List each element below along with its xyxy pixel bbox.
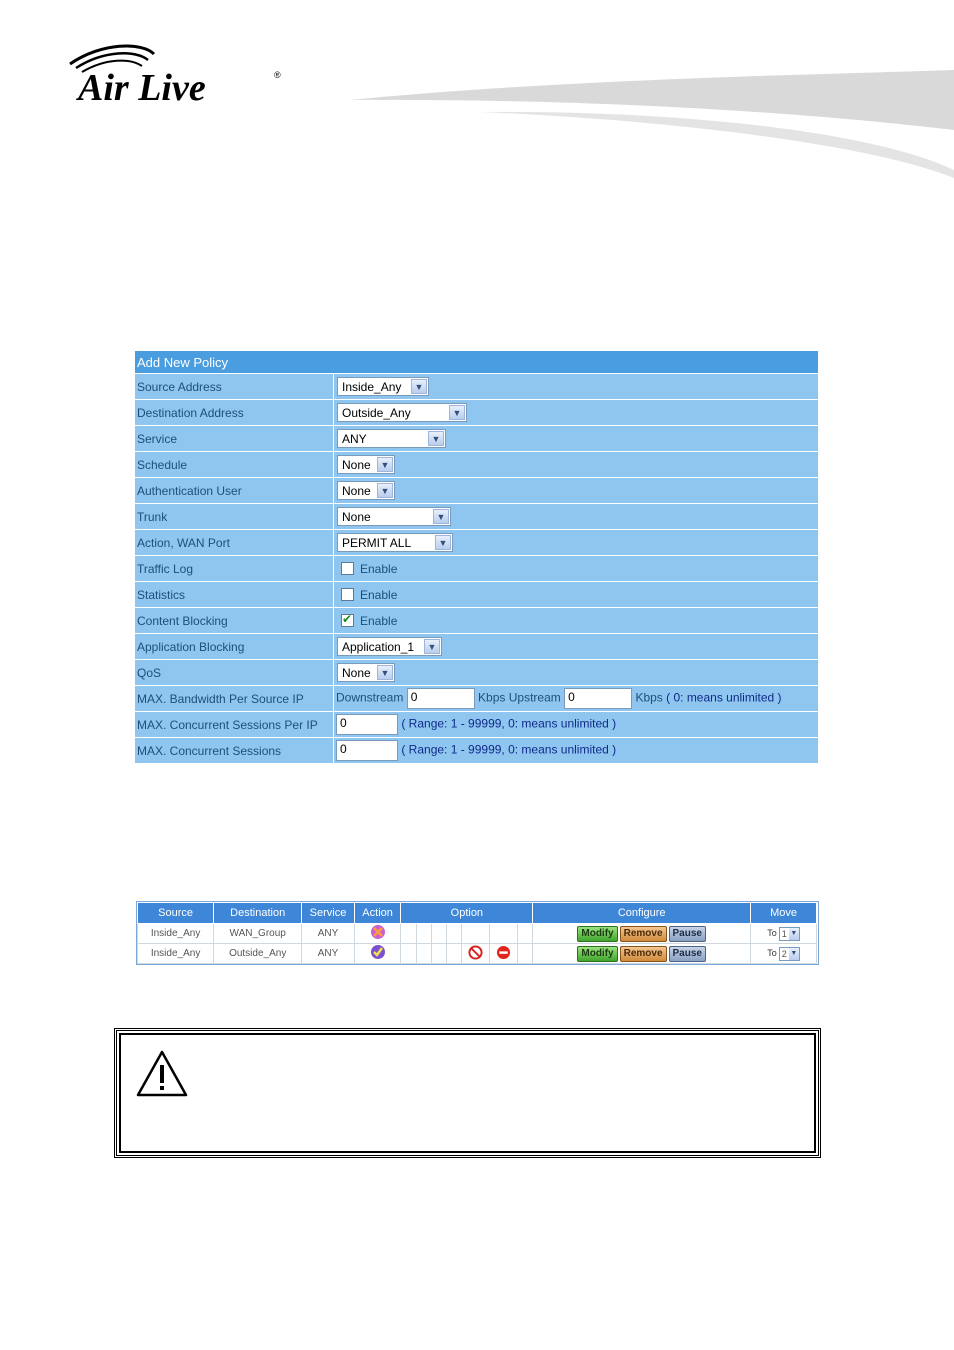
form-title: Add New Policy	[135, 351, 819, 374]
schedule-select[interactable]: None ▼	[337, 455, 395, 474]
row-option-qos	[462, 944, 490, 964]
row-service: ANY	[302, 924, 355, 944]
chevron-down-icon: ▼	[377, 483, 393, 498]
chevron-down-icon: ▼	[789, 928, 799, 940]
action-wan-port-label: Action, WAN Port	[135, 530, 334, 556]
statistics-label: Statistics	[135, 582, 334, 608]
content-blocking-checkbox[interactable]	[341, 614, 354, 627]
modify-button[interactable]: Modify	[577, 946, 617, 962]
stop-icon	[496, 945, 511, 960]
traffic-log-checkbox[interactable]	[341, 562, 354, 575]
table-header-row	[138, 903, 817, 924]
application-blocking-select[interactable]: Application_1 ▼	[337, 637, 442, 656]
source-address-select[interactable]: Inside_Any ▼	[337, 377, 429, 396]
move-to-label: To	[767, 928, 777, 939]
authentication-user-select[interactable]: None ▼	[337, 481, 395, 500]
row-action	[354, 924, 401, 944]
move-to-label: To	[767, 948, 777, 959]
chevron-down-icon: ▼	[433, 509, 449, 524]
warning-box-inner	[119, 1033, 816, 1153]
service-select[interactable]: ANY ▼	[337, 429, 446, 448]
row-move	[751, 924, 817, 944]
kbps-unit-label: Kbps	[635, 690, 663, 705]
chevron-down-icon: ▼	[435, 535, 451, 550]
row-service: ANY	[302, 944, 355, 964]
row-option-block	[490, 944, 518, 964]
traffic-log-enable-label: Enable	[360, 561, 398, 576]
application-blocking-label: Application Blocking	[135, 634, 334, 660]
chevron-down-icon: ▼	[377, 665, 393, 680]
concurrent-sessions-input[interactable]: 0	[336, 740, 398, 761]
trunk-label: Trunk	[135, 504, 334, 530]
concurrent-sessions-label: MAX. Concurrent Sessions	[135, 738, 334, 764]
col-move: Move	[751, 903, 817, 924]
statistics-enable-label: Enable	[360, 587, 398, 602]
bandwidth-label: MAX. Bandwidth Per Source IP	[135, 686, 334, 712]
policy-list-table	[137, 902, 817, 964]
service-label: Service	[135, 426, 334, 452]
content-blocking-label: Content Blocking	[135, 608, 334, 634]
downstream-input[interactable]: 0	[407, 688, 475, 709]
chevron-down-icon: ▼	[789, 948, 799, 960]
table-row	[138, 924, 817, 944]
source-address-label: Source Address	[135, 374, 334, 400]
warning-triangle-icon	[135, 1049, 189, 1099]
chevron-down-icon: ▼	[424, 639, 440, 654]
bandwidth-hint: ( 0: means unlimited )	[666, 690, 782, 705]
pause-button[interactable]: Pause	[669, 926, 706, 942]
move-select[interactable]: 1 ▼	[779, 927, 800, 941]
col-configure: Configure	[533, 903, 751, 924]
content-blocking-enable-label: Enable	[360, 613, 398, 628]
add-policy-form	[134, 350, 819, 764]
airlive-logo	[62, 40, 292, 110]
destination-address-select[interactable]: Outside_Any ▼	[337, 403, 467, 422]
statistics-checkbox[interactable]	[341, 588, 354, 601]
col-destination: Destination	[214, 903, 302, 924]
warning-box	[114, 1028, 821, 1158]
row-move	[751, 944, 817, 964]
no-entry-circle-icon	[468, 945, 483, 960]
concurrent-sessions-hint: ( Range: 1 - 99999, 0: means unlimited )	[401, 742, 617, 757]
sessions-per-ip-hint: ( Range: 1 - 99999, 0: means unlimited )	[401, 716, 617, 731]
downstream-label: Downstream	[336, 690, 404, 705]
col-service: Service	[302, 903, 355, 924]
logo-text: Air Live	[78, 67, 206, 109]
row-source: Inside_Any	[138, 944, 214, 964]
row-source: Inside_Any	[138, 924, 214, 944]
traffic-log-label: Traffic Log	[135, 556, 334, 582]
qos-label: QoS	[135, 660, 334, 686]
header-swoosh	[350, 60, 954, 180]
col-source: Source	[138, 903, 214, 924]
chevron-down-icon: ▼	[377, 457, 393, 472]
modify-button[interactable]: Modify	[577, 926, 617, 942]
schedule-label: Schedule	[135, 452, 334, 478]
row-configure	[533, 924, 751, 944]
permit-check-icon	[370, 944, 386, 960]
sessions-per-ip-input[interactable]: 0	[336, 714, 398, 735]
move-select[interactable]: 2 ▼	[779, 947, 800, 961]
table-row	[138, 944, 817, 964]
deny-x-icon	[370, 924, 386, 940]
pause-button[interactable]: Pause	[669, 946, 706, 962]
trunk-select[interactable]: None ▼	[337, 507, 451, 526]
destination-address-label: Destination Address	[135, 400, 334, 426]
col-action: Action	[354, 903, 401, 924]
qos-select[interactable]: None ▼	[337, 663, 395, 682]
upstream-input[interactable]: 0	[564, 688, 632, 709]
col-option: Option	[401, 903, 533, 924]
upstream-label: Kbps Upstream	[478, 690, 561, 705]
trademark-mark: ®	[274, 70, 281, 80]
authentication-user-label: Authentication User	[135, 478, 334, 504]
chevron-down-icon: ▼	[449, 405, 465, 420]
row-configure	[533, 944, 751, 964]
sessions-per-ip-label: MAX. Concurrent Sessions Per IP	[135, 712, 334, 738]
row-destination: WAN_Group	[214, 924, 302, 944]
action-wan-port-select[interactable]: PERMIT ALL ▼	[337, 533, 453, 552]
chevron-down-icon: ▼	[411, 379, 427, 394]
remove-button[interactable]: Remove	[620, 926, 667, 942]
row-destination: Outside_Any	[214, 944, 302, 964]
row-action	[354, 944, 401, 964]
remove-button[interactable]: Remove	[620, 946, 667, 962]
chevron-down-icon: ▼	[428, 431, 444, 446]
